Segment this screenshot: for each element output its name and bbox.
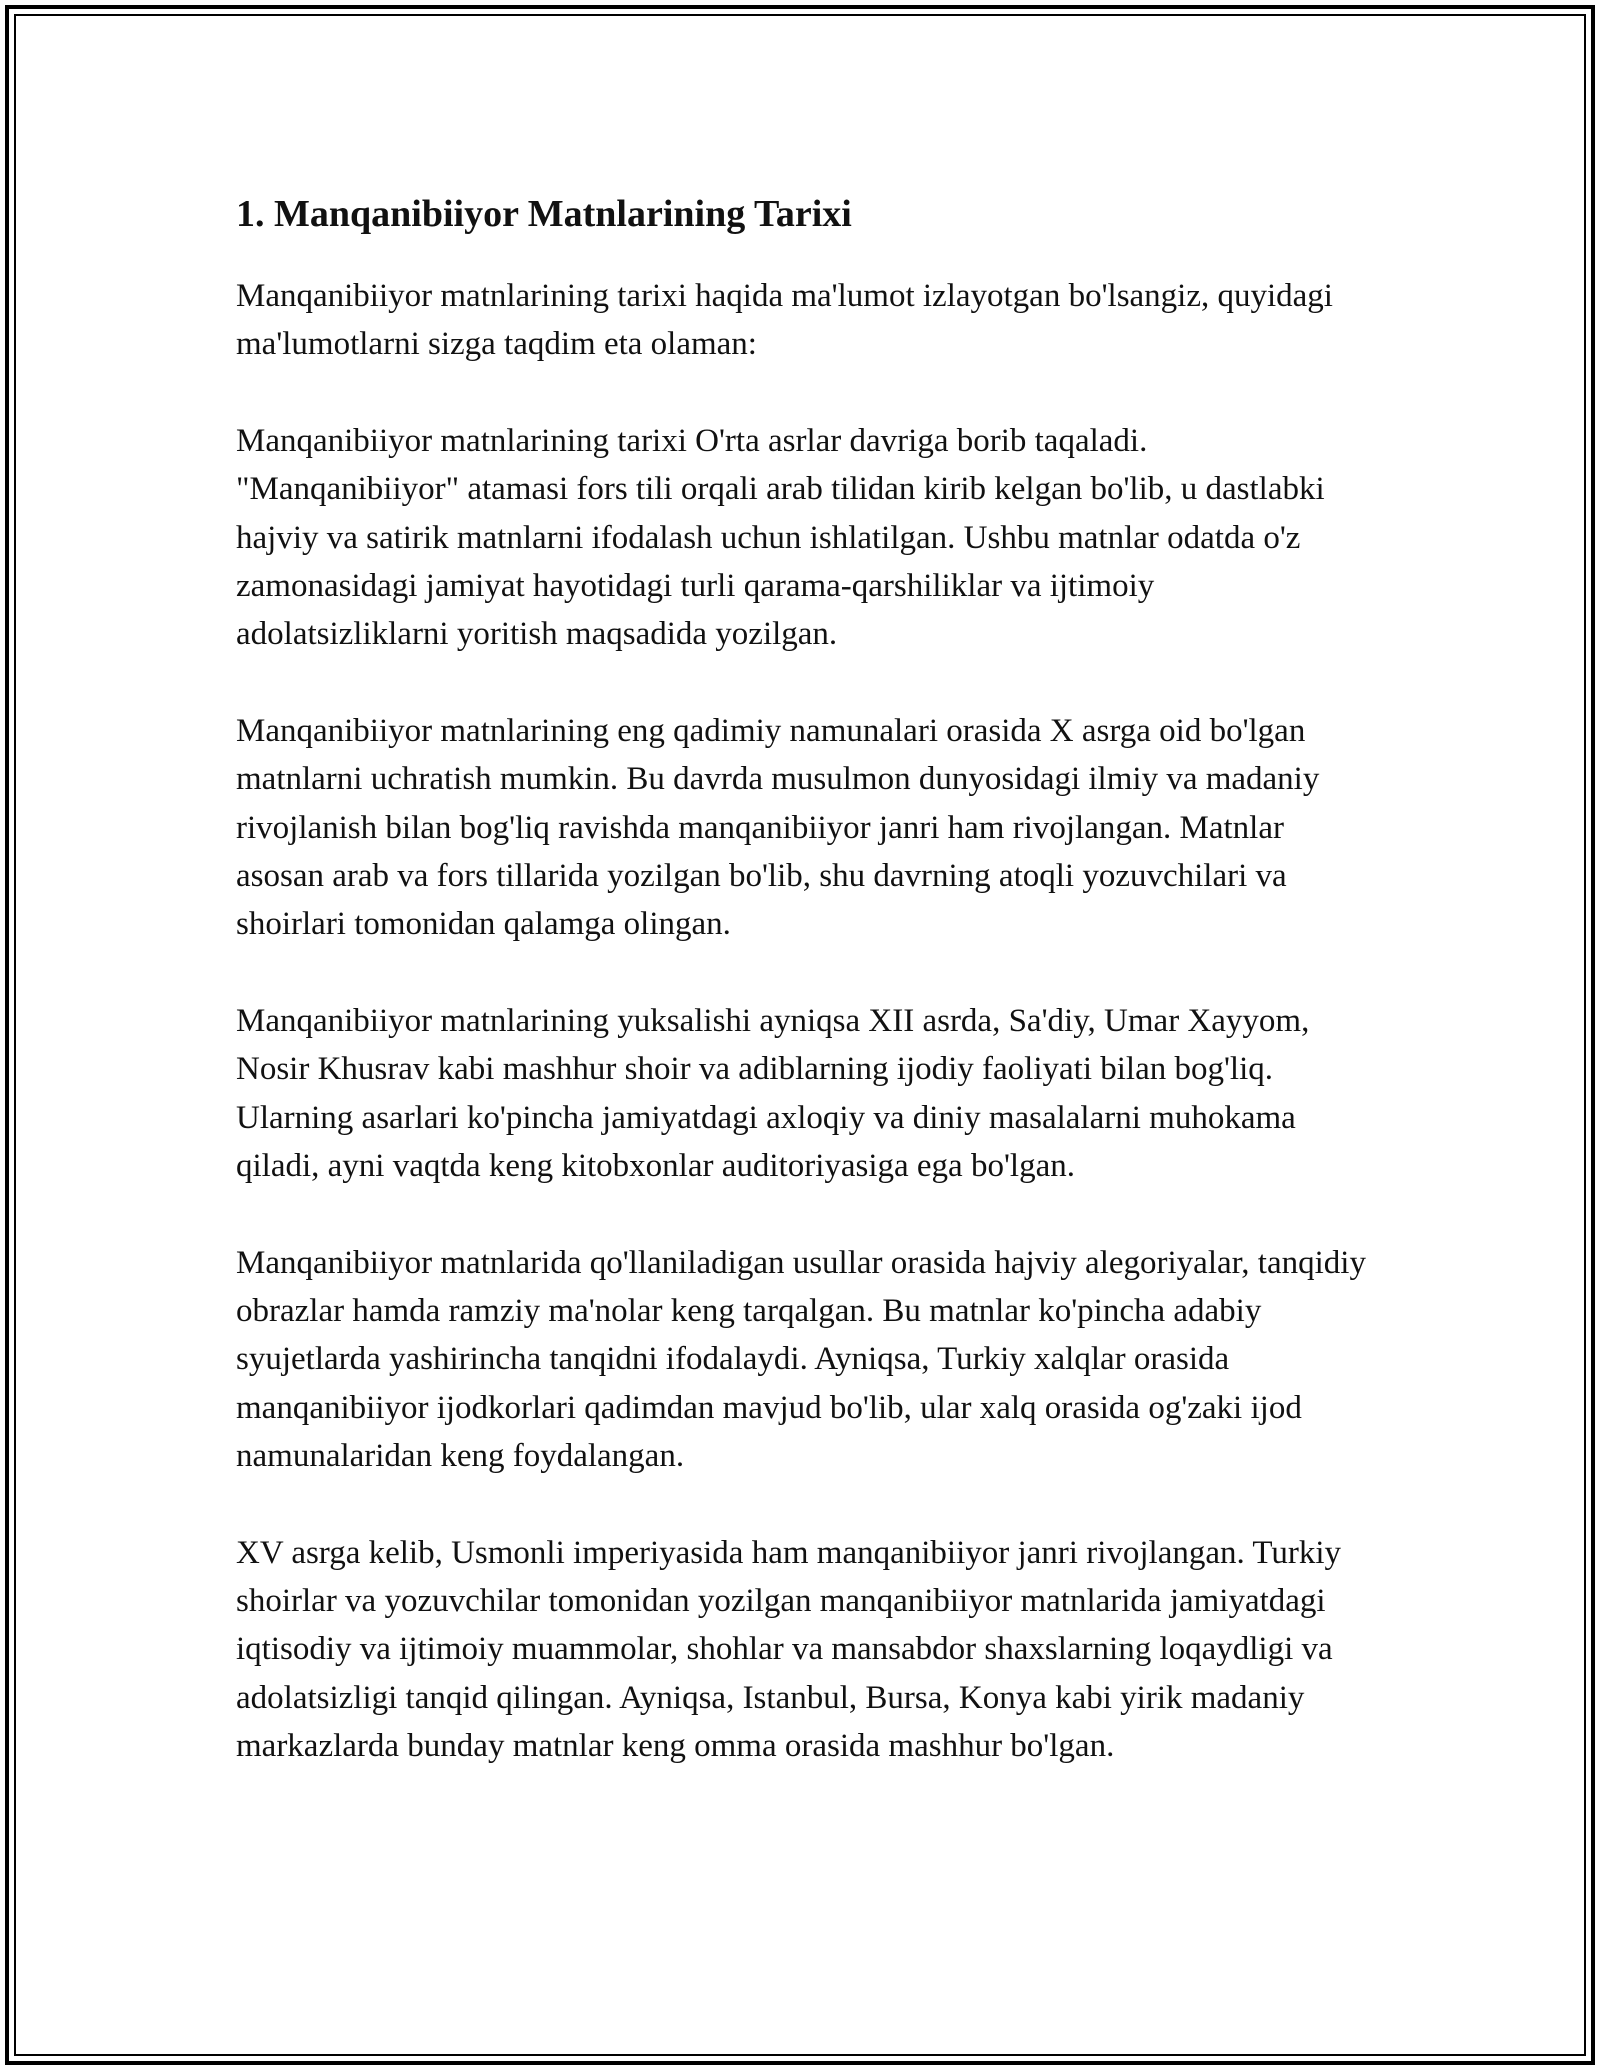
document-body: [236, 186, 1366, 1819]
paragraph-techniques: Manqanibiiyor matnlarida qo'llaniladigan usullar orasida hajviy alegoriyalar, tanqidiy obrazlar hamda ramziy ma'nolar keng tarqalgan. Bu matnlar ko'pincha adabiy syujetlarda yashirincha tanqidni ifodalaydi. Ayniqsa, Turkiy xalqlar orasida manqanibiiyor ijodkorlari qadimdan mavjud bo'lib, ular xalq orasida og'zaki ijod namunalaridan keng foydalangan.: [236, 1244, 1366, 1475]
paragraph-earliest-examples: Manqanibiiyor matnlarining eng qadimiy namunalari orasida X asrga oid bo'lgan matnlarni uchratish mumkin. Bu davrda musulmon dunyosidagi ilmiy va madaniy rivojlanish bilan bog'liq ravishda manqanibiiyor janri ham rivojlangan. Matnlar asosan arab va fors tillarida yozilgan bo'lib, shu davrning atoqli yozuvchilari va shoirlari tomonidan qalamga olingan.: [236, 712, 1320, 943]
paragraph-intro: Manqanibiiyor matnlarining tarixi haqida ma'lumot izlayotgan bo'lsangiz, quyidagi ma'lumotlarni sizga taqdim eta olaman:: [236, 278, 1333, 363]
paragraph-twelfth-century: Manqanibiiyor matnlarining yuksalishi ayniqsa XII asrda, Sa'diy, Umar Xayyom, Nosir Khusrav kabi mashhur shoir va adiblarning ijodiy faoliyati bilan bog'liq. Ularning asarlari ko'pincha jamiyatdagi axloqiy va diniy masalalarni muhokama qiladi, ayni vaqtda keng kitobxonlar auditoriyasiga ega bo'lgan.: [236, 1002, 1310, 1185]
document-title: 1. Manqanibiiyor Matnlarining Tarixi: [236, 193, 852, 235]
paragraph-origins: Manqanibiiyor matnlarining tarixi O'rta asrlar davriga borib taqaladi. "Manqanibiiyor" atamasi fors tili orqali arab tilidan kirib kelgan bo'lib, u dastlabki hajviy va satirik matnlarni ifodalash uchun ishlatilgan. Ushbu matnlar odatda o'z zamonasidagi jamiyat hayotidagi turli qarama-qarshiliklar va ijtimoiy adolatsizliklarni yoritish maqsadida yozilgan.: [236, 422, 1325, 653]
paragraph-ottoman-era: XV asrga kelib, Usmonli imperiyasida ham manqanibiiyor janri rivojlangan. Turkiy shoirlar va yozuvchilar tomonidan yozilgan manqanibiiyor matnlarida jamiyatdagi iqtisodiy va ijtimoiy muammolar, shohlar va mansabdor shaxslarning loqaydligi va adolatsizligi tanqid qilingan. Ayniqsa, Istanbul, Bursa, Konya kabi yirik madaniy markazlarda bunday matnlar keng omma orasida mashhur bo'lgan.: [236, 1534, 1342, 1765]
